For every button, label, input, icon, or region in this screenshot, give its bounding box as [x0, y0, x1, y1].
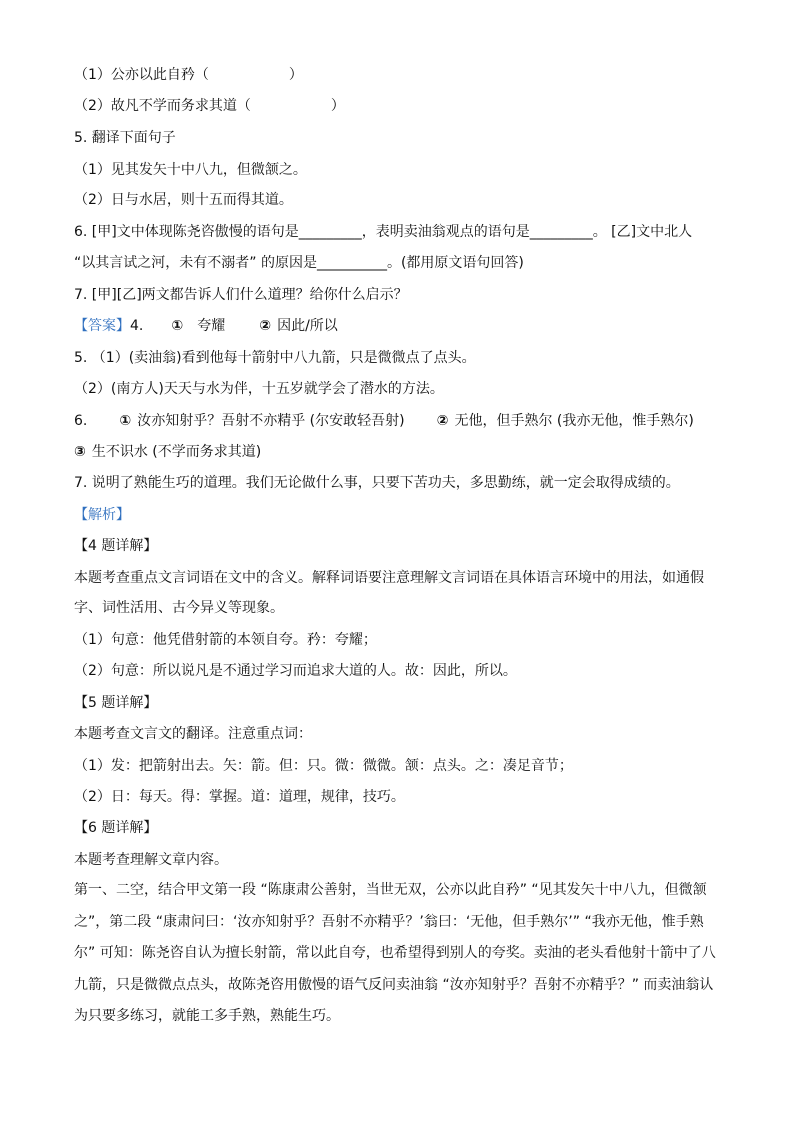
answer-6 [74, 411, 694, 431]
analysis-4-1: （1）句意：他凭借射箭的本领自夸。矜：夸耀； [74, 632, 377, 648]
analysis-5-1: （1）发：把箭射出去。矢：箭。但：只。微：微微。颔：点头。之：凑足音节； [74, 758, 573, 774]
question-6-line-2: “以其言试之河，未有不溺者” 的原因是__________。(都用原文语句回答) [74, 255, 524, 271]
answer-4-number: 4. [130, 318, 144, 334]
question-4-1-text: （1）公亦以此自矜（ [74, 67, 209, 83]
answer-6-cont [74, 442, 261, 462]
analysis-5-2: （2）日：每天。得：掌握。道：道理，规律，技巧。 [74, 789, 405, 805]
answer-6-text-1: 汝亦知射乎？吾射不亦精乎 (尔安敢轻吾射) [137, 413, 405, 429]
answer-4-text-2: 因此/所以 [277, 318, 338, 334]
answer-5-1: 5. （1）(卖油翁)看到他每十箭射中八九箭，只是微微点了点头。 [74, 350, 476, 366]
answer-7: 7. 说明了熟能生巧的道理。我们无论做什么事，只要下苦功夫，多思勤练，就一定会取得成绩的。 [74, 475, 680, 491]
question-5-title: 5. 翻译下面句子 [74, 130, 176, 146]
analysis-heading-6: 【6 题详解】 [74, 820, 158, 836]
answer-6-text-3: 生不识水 (不学而务求其道) [91, 444, 262, 460]
answer-tag: 【答案】 [74, 318, 130, 334]
question-4-2 [74, 96, 345, 116]
question-5-2: （2）日与水居，则十五而得其道。 [74, 192, 293, 208]
analysis-tag: 【解析】 [74, 507, 130, 523]
question-5-1: （1）见其发矢十中八九，但微颔之。 [74, 162, 307, 178]
answer-4-marker-2: ② [259, 318, 272, 334]
answer-4 [74, 316, 338, 336]
answer-5-2: （2）(南方人)天天与水为伴，十五岁就学会了潜水的方法。 [74, 381, 444, 397]
analysis-heading-4: 【4 题详解】 [74, 538, 158, 554]
analysis-4-intro-cont: 字、词性活用、古今异义等现象。 [74, 600, 284, 616]
answer-6-text-2: 无他，但手熟尔 (我亦无他，惟手熟尔) [454, 413, 694, 429]
analysis-4-2: （2）句意：所以说凡是不通过学习而追求大道的人。故：因此，所以。 [74, 663, 517, 679]
answer-4-text-1: 夸耀 [197, 318, 226, 334]
analysis-heading-5: 【5 题详解】 [74, 695, 158, 711]
analysis-5-intro: 本题考查文言文的翻译。注意重点词： [74, 726, 312, 742]
question-4-1-close: ） [288, 67, 303, 83]
analysis-4-intro: 本题考查重点文言词语在文中的含义。解释词语要注意理解文言词语在具体语言环境中的用法，如通假 [74, 570, 704, 586]
question-7: 7. [甲][乙]两文都告诉人们什么道理？给你什么启示？ [74, 287, 408, 303]
analysis-6-body: 第一、二空，结合甲文第一段 “陈康肃公善射，当世无双，公亦以此自矜” “见其发矢十中八九，但微颔之”，第二段 “康肃问曰：‘汝亦知射乎？吾射不亦精乎？’翁曰：‘无他，但手熟尔’” “我亦无他，惟手熟尔” 可知：陈尧咨自认为擅长射箭，常以此自夸，也希望得到别人的夸奖。卖油的老头看他射十箭中了八九箭，只是微微点点头，故陈尧咨用傲慢的语气反问卖油翁 “汝亦知射乎？吾射不亦精乎？” 而卖油翁认为只要多练习，就能工多手熟，熟能生巧。 [74, 882, 716, 1024]
answer-6-marker-3: ③ [74, 444, 86, 460]
question-4-2-text: （2）故凡不学而务求其道（ [74, 98, 251, 114]
question-4-1 [74, 65, 303, 85]
question-4-2-close: ） [330, 98, 345, 114]
answer-6-number: 6. [74, 413, 88, 429]
question-6-line-1: 6. [甲]文中体现陈尧咨傲慢的语句是_________，表明卖油翁观点的语句是_________。 [乙]文中北人 [74, 224, 693, 240]
answer-4-marker-1: ① [171, 318, 184, 334]
answer-6-marker-2: ② [436, 413, 449, 429]
analysis-6-intro: 本题考查理解文章内容。 [74, 852, 228, 868]
answer-6-marker-1: ① [119, 413, 132, 429]
